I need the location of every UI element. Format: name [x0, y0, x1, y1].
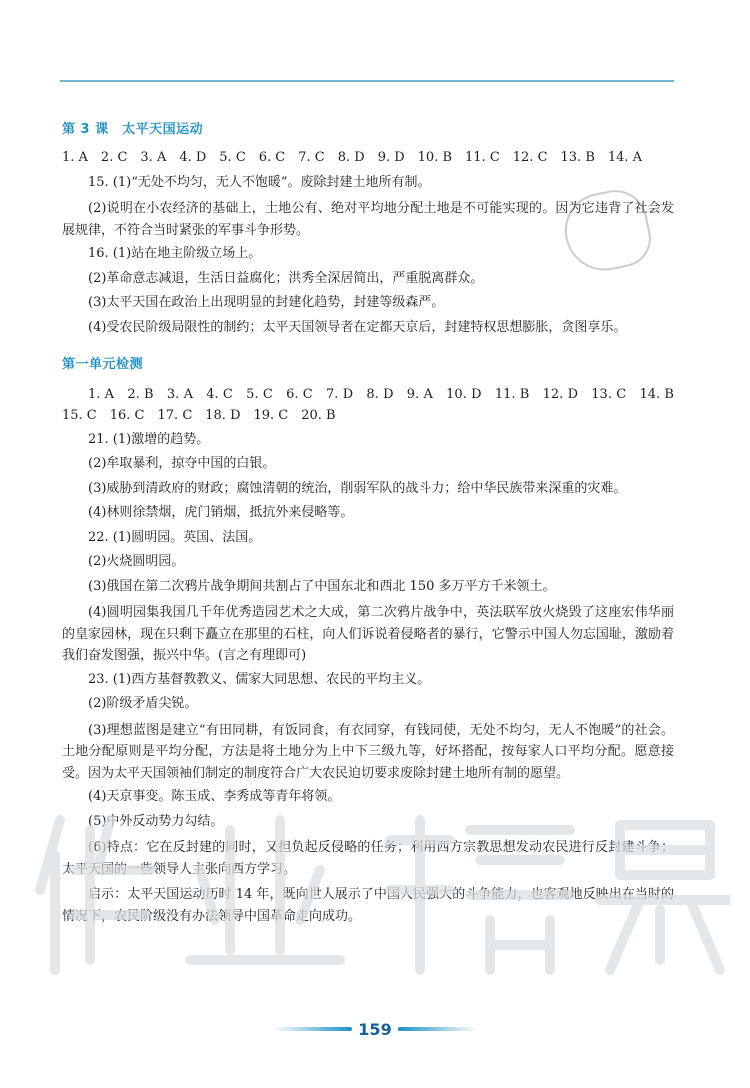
answer-paragraph: (2)说明在小农经济的基础上，土地公有、绝对平均地分配土地是不可能实现的。因为它违背了社会发展规律，不符合当时紧张的军事斗争形势。 — [62, 201, 674, 238]
answer-line: (2)牟取暴利，掠夺中国的白银。 — [88, 456, 276, 471]
answer-line: 1. A 2. C 3. A 4. D 5. C 6. C 7. C 8. D 9. D 10. B 11. C 12. C 13. B 14. A — [62, 150, 643, 165]
footer-ornament-left — [272, 1027, 352, 1031]
answer-line: 23. (1)西方基督教教义、儒家大同思想、农民的平均主义。 — [88, 671, 431, 687]
page-number: 159 — [358, 1019, 392, 1039]
section-title-unit-test: 第一单元检测 — [62, 356, 144, 372]
answer-line: (2)阶级矛盾尖锐。 — [88, 696, 198, 711]
multiple-choice-answers: 1. A 2. B 3. A 4. C 5. C 6. C 7. D 8. D 9. A 10. D 11. B 12. D 13. C 14. B 15. C 16. C 17. C 18. D 19. C 20. B — [62, 386, 688, 423]
answer-paragraph: 启示：太平天国运动历时 14 年，既向世人展示了中国人民强大的斗争能力，也客观地反映出在当时的情况下，农民阶级没有办法领导中国革命走向成功。 — [62, 887, 674, 924]
answer-line: (4)受农民阶级局限性的制约；太平天国领导者在定都天京后，封建特权思想膨胀，贪图享乐。 — [88, 319, 627, 335]
answer-paragraph: (6)特点：它在反封建的同时，又担负起反侵略的任务；利用西方宗教思想发动农民进行反封建斗争；太平天国的一些领导人主张向西方学习。 — [62, 840, 674, 877]
answer-line: 21. (1)激增的趋势。 — [88, 431, 210, 447]
answer-line: 16. (1)站在地主阶级立场上。 — [88, 246, 262, 261]
answer-line: 22. (1)圆明园。英国、法国。 — [88, 529, 262, 545]
answer-line: (2)火烧圆明园。 — [88, 554, 185, 569]
page-footer — [0, 1018, 750, 1040]
answer-line: 15. (1)“无处不均匀，无人不饱暖”。废除封建土地所有制。 — [88, 174, 431, 190]
footer-ornament-right — [398, 1027, 478, 1031]
answer-paragraph: (4)圆明园集我国几千年优秀造园艺术之大成，第二次鸦片战争中，英法联军放火烧毁了这座宏伟华丽的皇家园林，现在只剩下矗立在那里的石柱，向人们诉说着侵略者的暴行，它警示中国人勿忘国耻，激励着我们奋发图强，振兴中华。(言之有理即可) — [62, 605, 674, 663]
answer-line: (2)革命意志减退，生活日益腐化；洪秀全深居简出，严重脱离群众。 — [88, 270, 484, 286]
answer-paragraph: (3)理想蓝图是建立“有田同耕，有饭同食，有衣同穿，有钱同使，无处不均匀，无人不饱暖”的社会。土地分配原则是平均分配，方法是将土地分为上中下三级九等，好坏搭配，按每家人口平均分配。愿意接受。因为太平天国领袖们制定的制度符合广大农民迫切要求废除封建土地所有制的愿望。 — [62, 722, 674, 781]
answer-line: (4)林则徐禁烟，虎门销烟，抵抗外来侵略等。 — [88, 505, 354, 520]
answer-content — [62, 118, 688, 931]
answer-line: (3)太平天国在政治上出现明显的封建化趋势，封建等级森严。 — [88, 295, 445, 310]
header-rule — [60, 80, 674, 82]
answer-line: (5)中外反动势力勾结。 — [88, 813, 224, 829]
answer-line: (3)威胁到清政府的财政；腐蚀清朝的统治，削弱军队的战斗力；给中华民族带来深重的灾难。 — [88, 480, 627, 496]
answer-line: (3)俄国在第二次鸦片战争期间共割占了中国东北和西北 150 多万平方千米领土。 — [88, 578, 556, 594]
answer-line: (4)天京事变。陈玉成、李秀成等青年将领。 — [88, 789, 341, 804]
section-title-lesson3: 第 3 课 太平天国运动 — [62, 122, 204, 137]
